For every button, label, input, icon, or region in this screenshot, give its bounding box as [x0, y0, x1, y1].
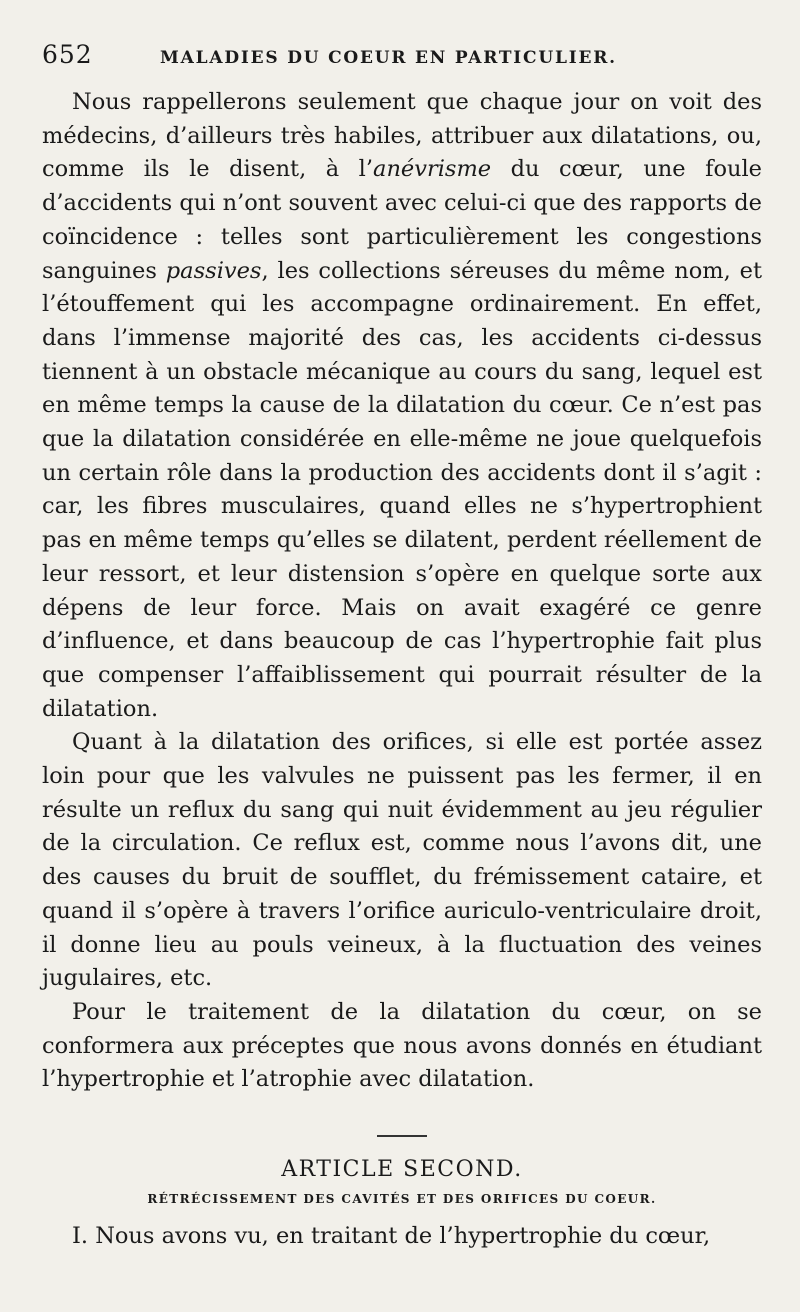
page-number: 652 — [42, 40, 93, 69]
italic-term-passives: passives — [165, 257, 262, 284]
paragraph-1-part-1: Nous rappellerons seulement que chaque jour on voit des médecins, d’ailleurs très habiles, attribuer aux dilatations, ou, comme ils le disent, à l’ — [42, 89, 762, 183]
paragraph-1-part-3: , les collections séreuses du même nom, et l’étouffement qui les accompagne ordinairement. En effet, dans l’immense majorité des cas, les accidents ci-dessus tiennent à un obstacle mécanique au cours du sang, lequel est en même temps la cause de la dilatation du cœur. Ce n’est pas que la dilatation considérée en elle-même ne joue quelquefois un certain rôle dans la production des accidents dont il s’agit : car, les fibres musculaires, quand elles ne s’hypertrophient pas en même temps qu’elles se dilatent, perdent réellement de leur ressort, et leur distension s’opère en quelque sorte aux dépens de leur force. Mais on avait exagéré ce genre d’influence, et dans beaucoup de cas l’hypertrophie fait plus que compenser l’affaiblissement qui pourrait résulter de la dilatation. — [42, 257, 762, 722]
body-text — [42, 86, 762, 1097]
article-title: ARTICLE SECOND. — [281, 1157, 523, 1183]
italic-term-anevrisme: anévrisme — [373, 156, 492, 183]
running-title: MALADIES DU COEUR EN PARTICULIER. — [160, 48, 617, 68]
article-first-line: I. Nous avons vu, en traitant de l’hypertrophie du cœur, — [72, 1223, 711, 1250]
paragraph-3: Pour le traitement de la dilatation du cœur, on se conformera aux préceptes que nous avons donnés en étudiant l’hypertrophie et l’atrophie avec dilatation. — [42, 998, 762, 1093]
paragraph-1-part-2: du cœur, une foule d’accidents qui n’ont souvent avec celui-ci que des rapports de coïncidence : telles sont particulièrement les congestions sanguines — [42, 156, 762, 284]
paragraph-2: Quant à la dilatation des orifices, si elle est portée assez loin pour que les valvules ne puissent pas les fermer, il en résulte un reflux du sang qui nuit évidemment au jeu régulier de la circulation. Ce reflux est, comme nous l’avons dit, une des causes du bruit de soufflet, du frémissement cataire, et quand il s’opère à travers l’orifice auriculo-ventriculaire droit, il donne lieu au pouls veineux, à la fluctuation des veines jugulaires, etc. — [42, 729, 762, 992]
section-divider — [377, 1135, 427, 1137]
article-subtitle: RÉTRÉCISSEMENT DES CAVITÉS ET DES ORIFICES DU COEUR. — [147, 1192, 657, 1207]
running-head — [42, 40, 762, 80]
paragraph-1 — [42, 86, 762, 726]
